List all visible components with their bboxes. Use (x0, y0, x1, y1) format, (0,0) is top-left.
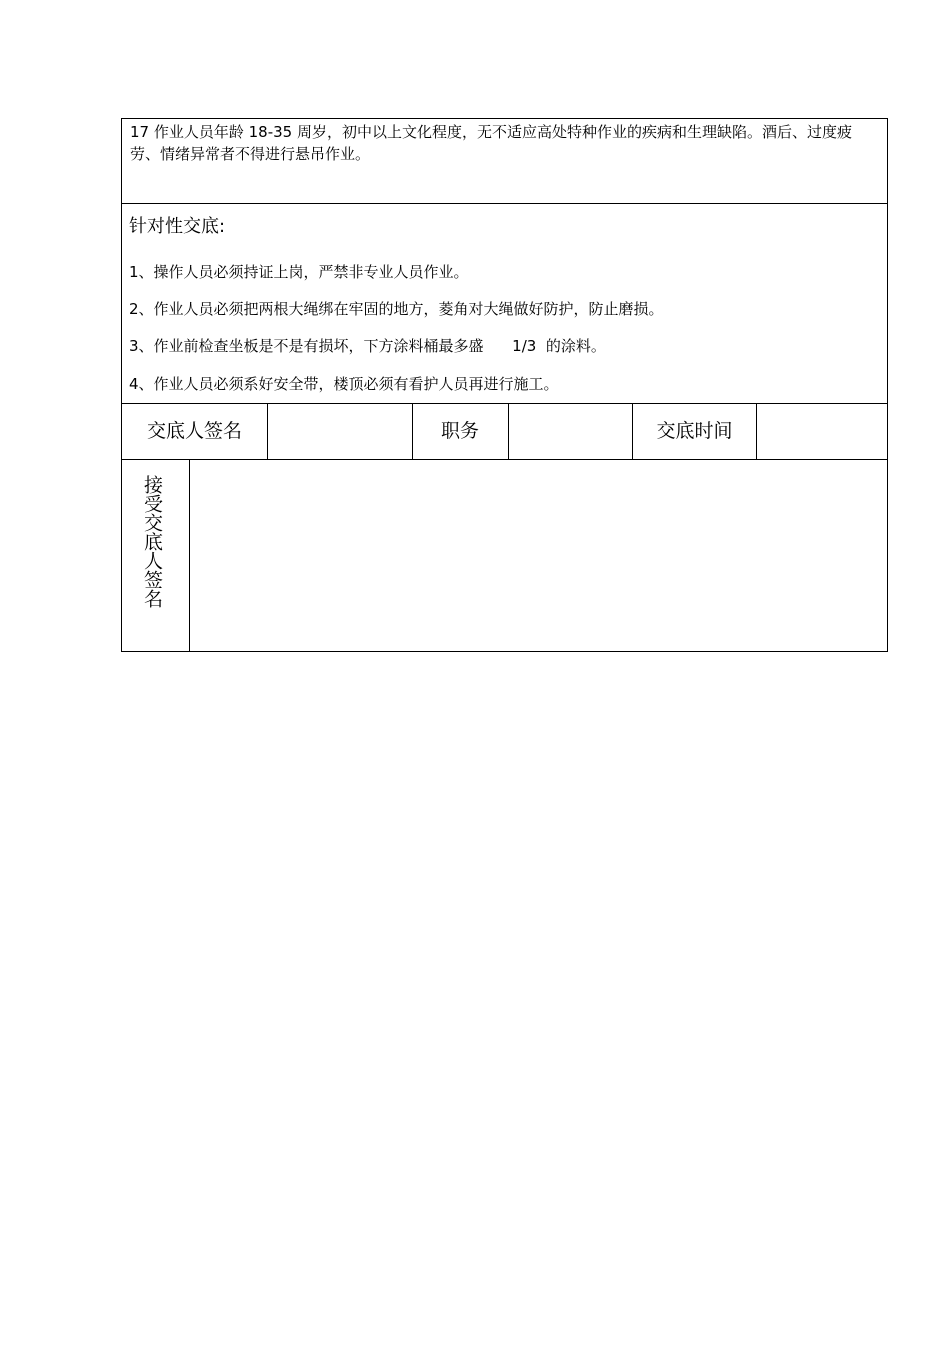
safety-briefing-table (121, 118, 888, 652)
targeted-briefing-title: 针对性交底: (129, 216, 226, 237)
position-field[interactable] (509, 403, 632, 459)
briefer-signature-label: 交底人签名 (146, 420, 242, 442)
divider (122, 203, 887, 204)
receiver-signature-label: 接受交底人签名 (141, 475, 163, 608)
briefer-signature-field[interactable] (268, 403, 412, 459)
briefing-item: 1、操作人员必须持证上岗，严禁非专业人员作业。 (129, 263, 469, 281)
briefing-item: 2、作业人员必须把两根大绳绑在牢固的地方，菱角对大绳做好防护，防止磨损。 (129, 300, 664, 318)
briefing-item: 3、作业前检查坐板是不是有损坏，下方涂料桶最多盛 1/3 的涂料。 (129, 337, 606, 355)
position-label: 职务 (440, 420, 479, 442)
briefing-time-field[interactable] (757, 403, 887, 459)
briefing-time-label: 交底时间 (656, 420, 733, 442)
rule-17-text: 17 作业人员年龄 18-35 周岁，初中以上文化程度，无不适应高处特种作业的疾病和生理缺陷。酒后、过度疲劳、情绪异常者不得进行悬吊作业。 (130, 123, 852, 163)
receiver-signature-field[interactable] (190, 460, 887, 651)
briefing-item: 4、作业人员必须系好安全带，楼顶必须有看护人员再进行施工。 (129, 375, 559, 393)
